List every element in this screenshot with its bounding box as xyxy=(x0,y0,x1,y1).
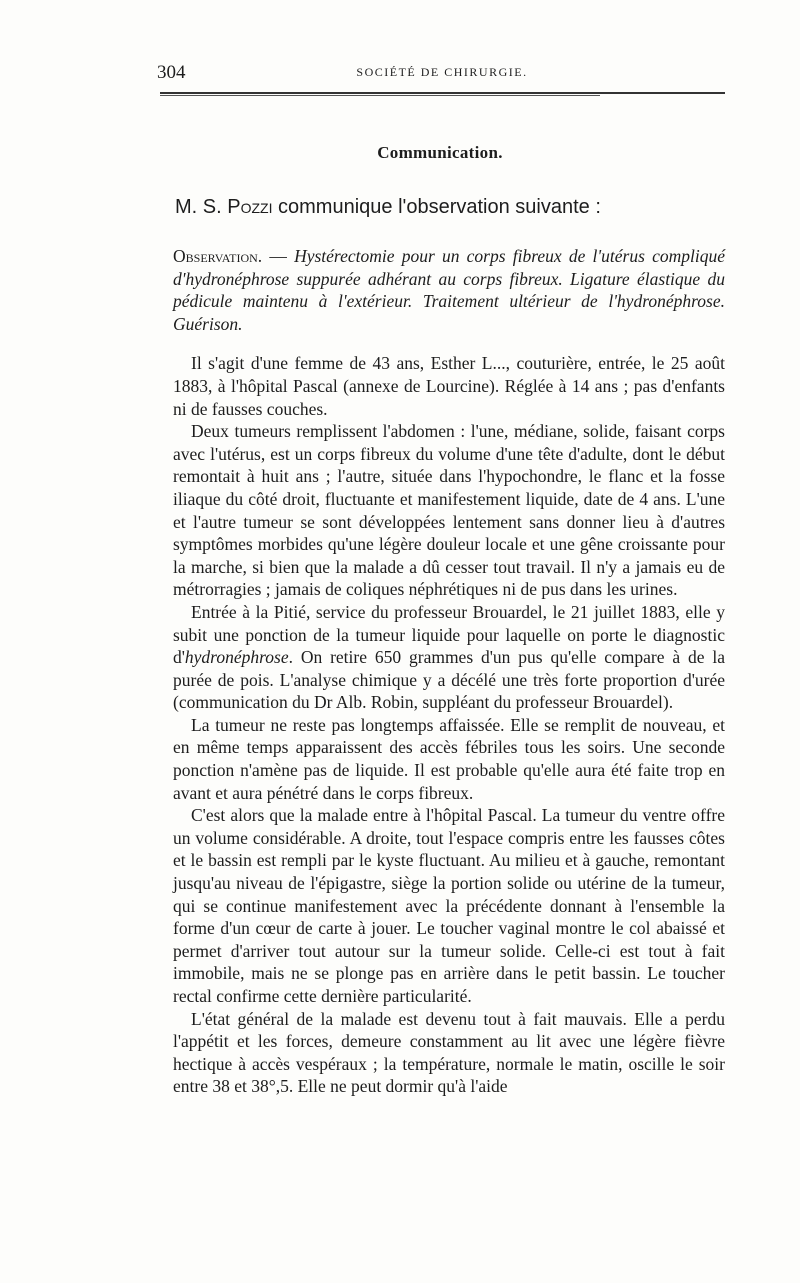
author-name: Pozzi xyxy=(227,196,273,218)
intro-rest: communique l'observation suivante : xyxy=(272,196,601,218)
article-body xyxy=(173,245,725,1098)
header-rule-thick xyxy=(160,92,725,94)
paragraph-3 xyxy=(173,601,725,714)
intro-line xyxy=(175,196,735,219)
header-rule-thin xyxy=(160,95,600,96)
paragraph-3-part-a: Entrée à la Pitié, service du professeur Brouardel, le 21 juillet 1883, elle y subit une ponction de la tumeur liquide pour laquelle on porte le diagnostic d' xyxy=(173,601,725,668)
observation-title: Hystérectomie pour un corps fibreux de l'utérus compliqué d'hydronéphrose suppurée adhérant au corps fibreux. Ligature élastique du pédicule maintenu à l'extérieur. Traitement ultérieur de l'hydronéphrose. Guérison. xyxy=(173,246,725,334)
paragraph-2: Deux tumeurs remplissent l'abdomen : l'une, médiane, solide, faisant corps avec l'utérus, est un corps fibreux du volume d'une tête d'adulte, dont le début remontait à huit ans ; l'autre, située dans l'hypochondre, le flanc et la fosse iliaque du côté droit, fluctuante et manifestement liquide, date de 4 ans. L'une et l'autre tumeur se sont développées lentement sans donner lieu à d'autres symptômes morbides qu'une légère douleur locale et une gêne croissante pour la marche, si bien que la malade a dû cesser tout travail. Il n'y a jamais eu de métrorragies ; jamais de coliques néphrétiques ni de pus dans les urines. xyxy=(173,421,725,600)
paragraph-3-emphasis: hydronéphrose xyxy=(184,647,289,668)
section-title: Communication. xyxy=(377,143,503,162)
running-title: SOCIÉTÉ DE CHIRURGIE. xyxy=(356,65,528,79)
page-header xyxy=(157,62,727,86)
paragraph-6: L'état général de la malade est devenu tout à fait mauvais. Elle a perdu l'appétit et les forces, demeure constamment au lit avec une légère fièvre hectique à accès vespéraux ; la température, normale le matin, oscille le soir entre 38 et 38°,5. Elle ne peut dormir qu'à l'aide xyxy=(173,1008,725,1097)
observation-label: Observation. xyxy=(173,246,263,266)
intro-prefix: M. S. xyxy=(175,196,228,218)
paragraph-4: La tumeur ne reste pas longtemps affaissée. Elle se remplit de nouveau, et en même temps apparaissent des accès fébriles tous les soirs. Une seconde ponction n'amène pas de liquide. Il est probable qu'elle aura été faite trop en avant et aura pénétré dans le corps fibreux. xyxy=(173,714,725,803)
observation-dash: — xyxy=(262,246,295,266)
page-number: 304 xyxy=(157,62,186,83)
paragraph-5: C'est alors que la malade entre à l'hôpital Pascal. La tumeur du ventre offre un volume considérable. A droite, tout l'espace compris entre les fausses côtes et le bassin est rempli par le kyste fluctuant. Au milieu et à gauche, remontant jusqu'au niveau de l'épigastre, siège la portion solide ou utérine de la tumeur, qui se continue manifestement avec la précédente donnant à l'ensemble la forme d'un cœur de carte à jouer. Le toucher vaginal montre le col abaissé et permet d'arriver tout autour sur la tumeur solide. Celle-ci est tout à fait immobile, mais ne se plonge pas en arrière dans le petit bassin. Le toucher rectal confirme cette dernière particularité. xyxy=(173,805,725,1006)
paragraph-1: Il s'agit d'une femme de 43 ans, Esther L..., couturière, entrée, le 25 août 1883, à l'hôpital Pascal (annexe de Lourcine). Réglée à 14 ans ; pas d'enfants ni de fausses couches. xyxy=(173,353,725,419)
observation-heading xyxy=(173,245,725,335)
paragraph-3-part-b: . On retire 650 grammes d'un pus qu'elle compare à de la purée de pois. L'analyse chimique y a décélé une très forte proportion d'urée (communication du Dr Alb. Robin, suppléant du professeur Brouardel). xyxy=(173,647,725,713)
